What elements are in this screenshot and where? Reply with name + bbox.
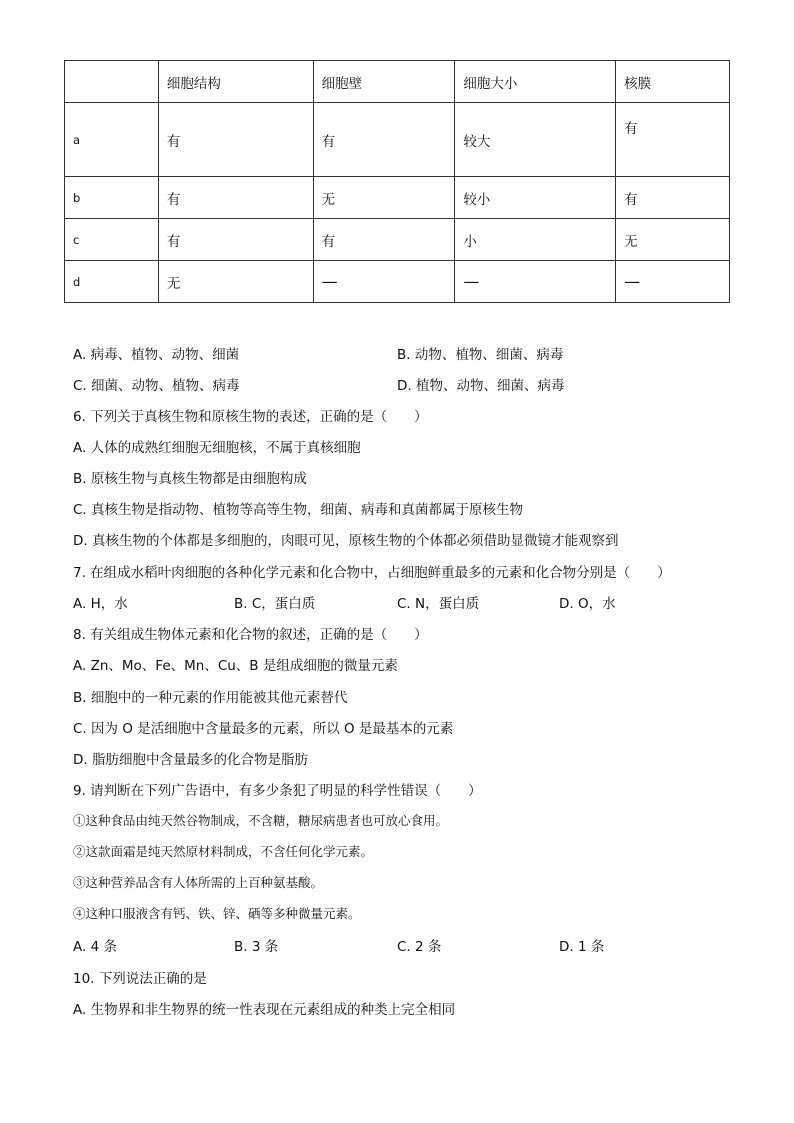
q9-stem: 9. 请判断在下列广告语中，有多少条犯了明显的科学性错误（ ） [73,783,482,799]
q6-option-a: A. 人体的成熟红细胞无细胞核，不属于真核细胞 [73,440,361,456]
table-cell: — [455,261,616,303]
q9-option-d: D. 1 条 [559,939,605,955]
table-row-label: c [65,219,159,261]
table-cell: 有 [616,103,730,177]
table-row [65,261,730,303]
cell-comparison-table [64,60,730,303]
table-header-cell: 核膜 [616,61,730,103]
table-cell: — [616,261,730,303]
q7-option-b: B. C，蛋白质 [234,596,316,612]
q8-stem: 8. 有关组成生物体元素和化合物的叙述，正确的是（ ） [73,627,428,643]
q6-option-d: D. 真核生物的个体都是多细胞的，肉眼可见，原核生物的个体都必须借助显微镜才能观察到 [73,533,619,549]
q6-option-b: B. 原核生物与真核生物都是由细胞构成 [73,471,307,487]
q8-option-c: C. 因为 O 是活细胞中含量最多的元素，所以 O 是最基本的元素 [73,721,454,737]
table-cell: — [313,261,455,303]
table-row-label: d [65,261,159,303]
q7-option-a: A. H，水 [73,596,128,612]
q9-option-b: B. 3 条 [234,939,279,955]
q5-option-c: C. 细菌、动物、植物、病毒 [73,378,240,394]
q7-stem: 7. 在组成水稻叶肉细胞的各种化学元素和化合物中，占细胞鲜重最多的元素和化合物分别是（ ） [73,565,671,581]
table-cell: 有 [158,103,313,177]
q8-option-a: A. Zn、Mo、Fe、Mn、Cu、B 是组成细胞的微量元素 [73,658,398,674]
table-cell: 有 [313,103,455,177]
q6-option-c: C. 真核生物是指动物、植物等高等生物，细菌、病毒和真菌都属于原核生物 [73,502,524,518]
q5-option-d: D. 植物、动物、细菌、病毒 [397,378,565,394]
table-cell: 有 [158,219,313,261]
q8-option-d: D. 脂肪细胞中含量最多的化合物是脂肪 [73,752,308,768]
table-header-row [65,61,730,103]
table-row [65,219,730,261]
table-row-label: b [65,177,159,219]
table-header-cell: 细胞壁 [313,61,455,103]
table-cell: 有 [158,177,313,219]
q10-stem: 10. 下列说法正确的是 [73,971,207,987]
table-cell: 有 [616,177,730,219]
table-cell: 无 [158,261,313,303]
table-cell: 有 [313,219,455,261]
q6-stem: 6. 下列关于真核生物和原核生物的表述，正确的是（ ） [73,409,428,425]
q9-option-a: A. 4 条 [73,939,117,955]
table-row-label: a [65,103,159,177]
table-cell: 较小 [455,177,616,219]
q9-statement: ①这种食品由纯天然谷物制成，不含糖，糖尿病患者也可放心食用。 [73,813,449,828]
table-cell: 无 [616,219,730,261]
q8-option-b: B. 细胞中的一种元素的作用能被其他元素替代 [73,690,348,706]
table-cell: 较大 [455,103,616,177]
q9-option-c: C. 2 条 [397,939,442,955]
table-header-cell: 细胞结构 [158,61,313,103]
q9-statement: ③这种营养品含有人体所需的上百种氨基酸。 [73,875,324,890]
table-row [65,103,730,177]
q9-statement: ②这款面霜是纯天然原材料制成，不含任何化学元素。 [73,844,374,859]
q10-option-a: A. 生物界和非生物界的统一性表现在元素组成的种类上完全相同 [73,1002,456,1018]
table-cell: 无 [313,177,455,219]
q5-option-a: A. 病毒、植物、动物、细菌 [73,347,240,363]
q7-option-d: D. O，水 [559,596,616,612]
q9-statement: ④这种口服液含有钙、铁、锌、硒等多种微量元素。 [73,906,361,921]
q5-option-b: B. 动物、植物、细菌、病毒 [397,347,564,363]
q7-option-c: C. N，蛋白质 [397,596,480,612]
table-cell: 小 [455,219,616,261]
table-header-cell: 细胞大小 [455,61,616,103]
table-row [65,177,730,219]
table-header-cell [65,61,159,103]
